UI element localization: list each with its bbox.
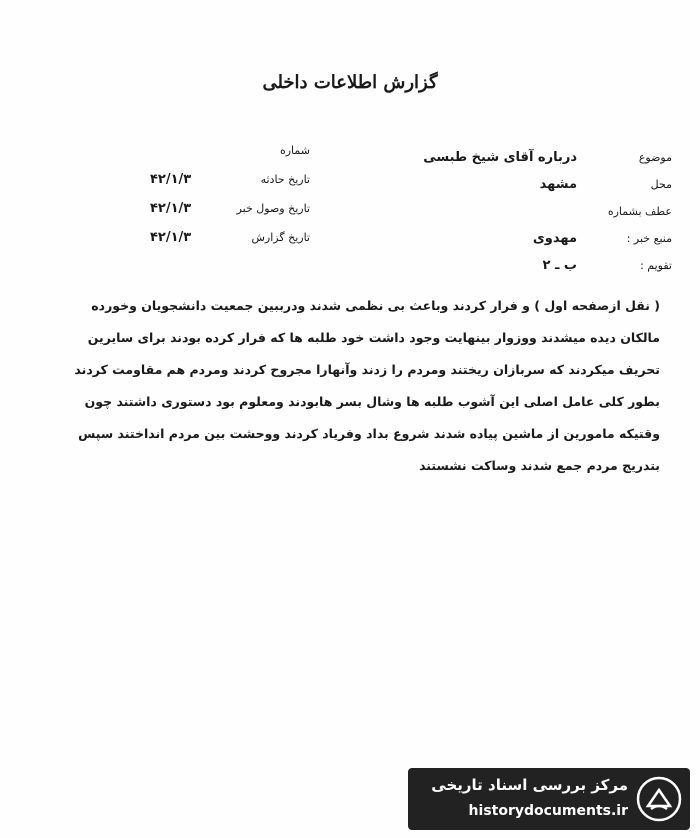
meta-subject-row xyxy=(352,144,672,171)
meta-label: عطف بشماره xyxy=(607,205,672,218)
meta-value: مهدوی xyxy=(532,231,577,246)
meta-location-row xyxy=(352,171,672,198)
meta-source-row xyxy=(352,225,672,252)
meta-label: تاریخ وصول خبر xyxy=(236,202,310,215)
meta-value: ب ـ ۲ xyxy=(542,258,577,273)
meta-rating-row xyxy=(352,252,672,279)
meta-number-row xyxy=(150,136,310,165)
meta-label: موضوع xyxy=(638,151,672,164)
watermark xyxy=(408,768,690,830)
meta-label: منبع خبر : xyxy=(626,232,672,245)
meta-left-block xyxy=(150,136,310,252)
document-title: گزارش اطلاعات داخلی xyxy=(262,72,438,93)
meta-label: تاریخ حادثه xyxy=(260,173,310,186)
meta-right-block xyxy=(352,144,672,279)
watermark-name: مرکز بررسی اسناد تاریخی xyxy=(431,776,628,794)
meta-value: ۴۲/۱/۳ xyxy=(150,172,192,187)
body-line: بتدریج مردم جمع شدند وساکت نشستند xyxy=(419,458,660,473)
body-line: ( نقل ازصفحه اول ) و فرار کردند وباعث بی نظمی شدند ودرببین جمعیت دانشجویان وخورده xyxy=(91,298,660,313)
meta-label: تقویم : xyxy=(640,259,672,272)
meta-value: ۴۲/۱/۳ xyxy=(150,201,192,216)
meta-value: مشهد xyxy=(539,177,577,192)
meta-label: شماره xyxy=(279,144,310,157)
body-line: مالکان دیده میشدند ووزوار بینهایت وجود داشت خود طلبه ها که فرار کرده بودند برای سایرین xyxy=(87,330,660,345)
body-line: بطور کلی عامل اصلی این آشوب طلبه ها وشال بسر هابودند ومعلوم بود دستوری داشتند چون xyxy=(84,394,660,409)
report-body xyxy=(40,290,660,482)
meta-value: درباره آقای شیخ طبسی xyxy=(423,150,577,165)
book-emblem-icon xyxy=(636,776,682,822)
watermark-url: historydocuments.ir xyxy=(468,803,628,819)
meta-value: ۴۲/۱/۳ xyxy=(150,230,192,245)
body-line: وقتیکه مامورین از ماشین پیاده شدند شروع بداد وفریاد کردند ووحشت بین مردم انداختند سپس xyxy=(78,426,660,441)
body-line: تحریف میکردند که سربازان ریختند ومردم را زدند وآنهارا مجروح کردند ومردم هم مقاومت کردند xyxy=(74,362,660,377)
meta-report-date-row xyxy=(150,223,310,252)
meta-incident-date-row xyxy=(150,165,310,194)
meta-label: محل xyxy=(650,178,672,191)
meta-reference-row xyxy=(352,198,672,225)
meta-label: تاریخ گزارش xyxy=(251,231,310,244)
meta-received-date-row xyxy=(150,194,310,223)
